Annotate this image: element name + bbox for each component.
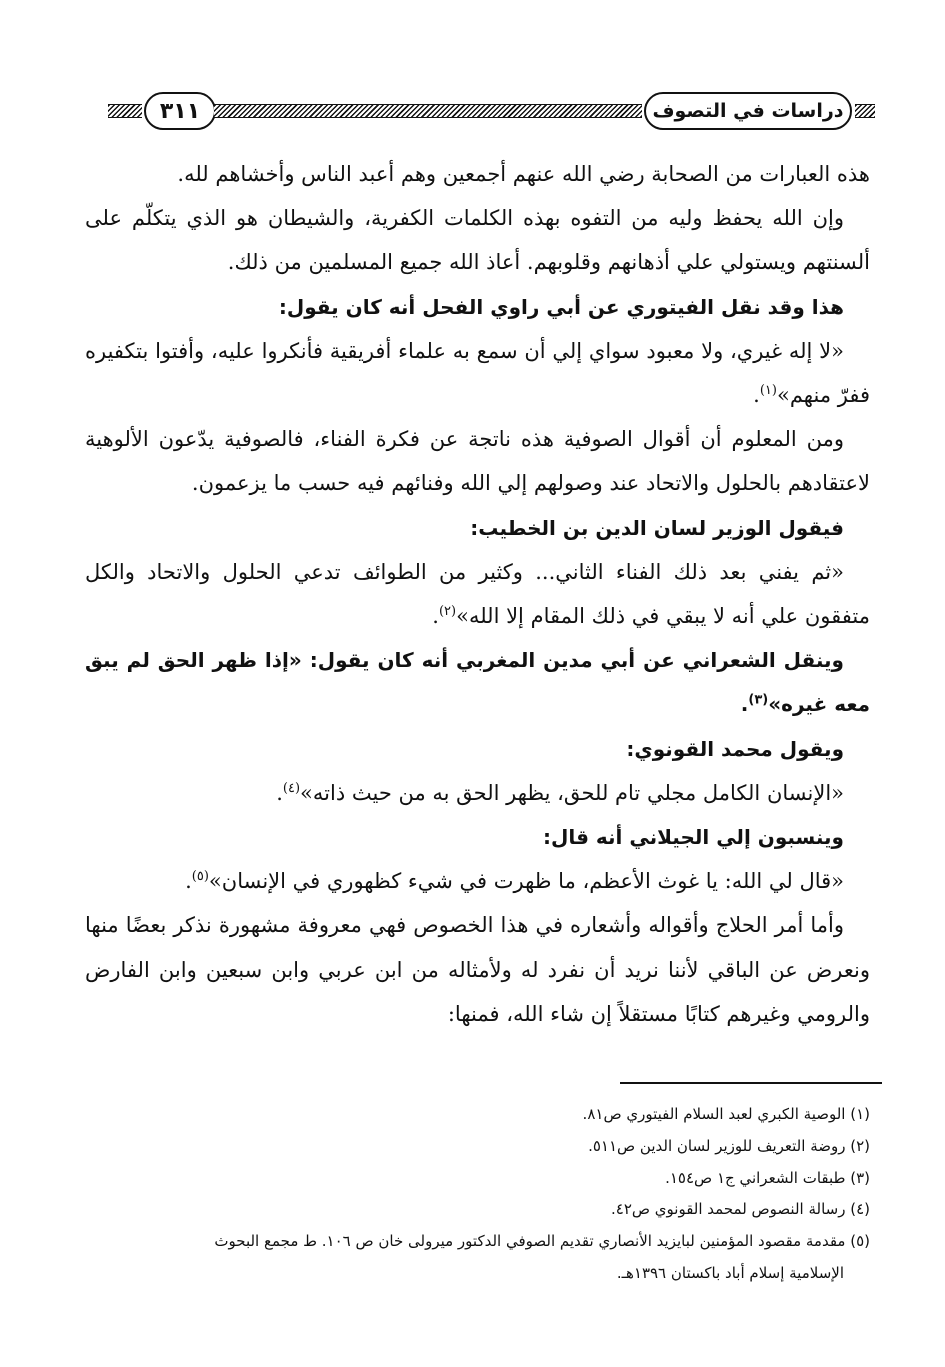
main-text (85, 152, 870, 1036)
footnote-marker[interactable]: (٢) (438, 604, 457, 620)
quote-text: «لا إله غيري، ولا معبود سواي إلي أن سمع به علماء أفريقية فأنكروا عليه، وأفتوا بتكفيره ففرّ منهم» (85, 338, 870, 408)
header-ornament-middle (214, 104, 642, 118)
header-ornament-right (855, 104, 875, 118)
paragraph (85, 152, 870, 196)
bold-paragraph (85, 506, 870, 550)
footnote-separator (620, 1082, 882, 1084)
paragraph-text: فيقول الوزير لسان الدين بن الخطيب: (470, 515, 844, 540)
bold-paragraph (85, 638, 870, 726)
paragraph-text: وينقل الشعراني عن أبي مدين المغربي أنه كان يقول: «إذا ظهر الحق لم يبق معه غيره» (85, 648, 870, 717)
quote-paragraph (85, 550, 870, 638)
footnote-item: (١) الوصية الكبري لعبد السلام الفيتوري ص٨١. (582, 1105, 870, 1123)
punctuation: . (740, 692, 749, 717)
quote-text: «قال لي الله: يا غوث الأعظم، ما ظهرت في شيء كظهوري في الإنسان» (208, 869, 844, 894)
header-ornament-left (108, 104, 142, 118)
footnote-marker[interactable]: (٤) (282, 780, 301, 796)
paragraph (85, 903, 870, 1036)
footnote-item: (٢) روضة التعريف للوزير لسان الدين ص٥١١. (588, 1136, 870, 1155)
punctuation: . (185, 869, 192, 894)
footnote-marker[interactable]: (٥) (191, 869, 209, 885)
footnote-item: (٣) طبقات الشعراني ج١ ص١٥٤. (665, 1168, 870, 1187)
punctuation: . (276, 780, 283, 805)
paragraph-text: وينسبون إلي الجيلاني أنه قال: (542, 825, 844, 850)
quote-text: «الإنسان الكامل مجلي تام للحق، يظهر الحق به من حيث ذاته» (300, 780, 844, 805)
page-number: ٣١١ (144, 92, 216, 130)
quote-paragraph (85, 329, 870, 417)
quote-text: «ثم يفني بعد ذلك الفناء الثاني... وكثير من الطوائف تدعي الحلول والاتحاد والكل متفقون علي أنه لا يبقي في ذلك المقام إلا الله» (85, 559, 870, 629)
paragraph-text: هذه العبارات من الصحابة رضي الله عنهم أجمعين وهم أعبد الناس وأخشاهم لله. (177, 162, 870, 186)
paragraph (85, 196, 870, 284)
footnote-item: (٤) رسالة النصوص لمحمد القونوي ص٤٢. (610, 1200, 870, 1219)
running-title: دراسات في التصوف (644, 92, 852, 130)
paragraph-text: ومن المعلوم أن أقوال الصوفية هذه ناتجة عن فكرة الفناء، فالصوفية يدّعون الألوهية لاعتقادهم بالحلول والاتحاد عند وصولهم إلي الله وفنائهم فيه حسب ما يزعمون. (85, 427, 870, 496)
bold-paragraph (85, 727, 870, 771)
footnote-continuation: الإسلامية إسلام أباد باكستان ١٣٩٦هـ. (616, 1263, 844, 1282)
running-header (108, 88, 853, 134)
bold-paragraph (85, 285, 870, 329)
quote-paragraph (85, 859, 870, 903)
punctuation: . (432, 604, 439, 629)
paragraph-text: هذا وقد نقل الفيتوري عن أبي راوي الفحل أنه كان يقول: (278, 294, 844, 319)
punctuation: . (753, 383, 760, 408)
paragraph-text: وأما أمر الحلاج وأقواله وأشعاره في هذا الخصوص فهي معروفة مشهورة نذكر بعضًا منها ونعرض عن الباقي لأننا نريد أن نفرد له ولأمثاله من ابن عربي وابن سبعين وابن الفارض والرومي وغيرهم كتابًا مستقلاً إن شاء الله، فمنها: (85, 913, 870, 1026)
footnote-item: (٥) مقدمة مقصود المؤمنين لبايزيد الأنصاري تقديم الصوفي الدكتور ميرولى خان ص ١٠٦. ط مجمع البحوث (214, 1232, 870, 1251)
paragraph (85, 417, 870, 505)
footnote-marker[interactable]: (١) (759, 383, 777, 399)
paragraph-text: ويقول محمد القونوي: (626, 736, 844, 761)
paragraph-text: وإن الله يحفظ وليه من التفوه بهذه الكلمات الكفرية، والشيطان هو الذي يتكلّم على ألسنتهم ويستولي علي أذهانهم وقلوبهم. أعاذ الله جميع المسلمين من ذلك. (85, 206, 870, 275)
footnotes (100, 1099, 870, 1290)
quote-paragraph (85, 771, 870, 815)
bold-paragraph (85, 815, 870, 859)
footnote-marker[interactable]: (٣) (748, 692, 769, 708)
